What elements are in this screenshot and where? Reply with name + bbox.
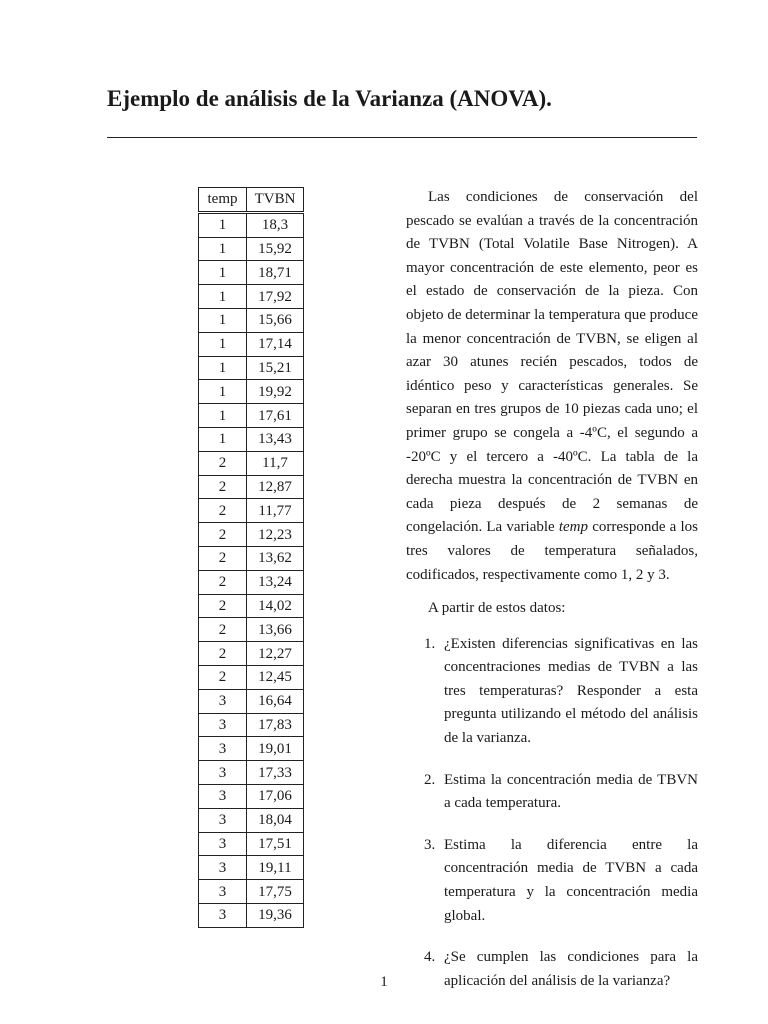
- table-row: [199, 903, 304, 927]
- cell-tvbn: 18,3: [247, 212, 304, 237]
- description-text: Las condiciones de conservación del pescado se evalúan a través de la concentración de TVBN (Total Volatile Base Nitrogen). A mayor concentración de este elemento, peor es el estado de conservación de la pieza. Con objeto de determinar la temperatura que produce la menor concentración de TVBN, se eligen al azar 30 atunes recién pescados, todos de idéntico peso y características generales. Se separan en tres grupos de 10 piezas cada uno; el primer grupo se congela a -4ºC, el segundo a -20ºC y el tercero a -40ºC. La tabla de la derecha muestra la concentración de TVBN en cada pieza después de 2 semanas de congelación. La variable: [406, 189, 698, 536]
- table-row: [199, 380, 304, 404]
- variable-name: temp: [558, 519, 589, 536]
- question-number: 4.: [424, 949, 436, 966]
- table-row: [199, 713, 304, 737]
- cell-temp: 2: [199, 665, 247, 689]
- cell-tvbn: 17,06: [247, 784, 304, 808]
- cell-temp: 2: [199, 451, 247, 475]
- table-row: [199, 523, 304, 547]
- table-row: [199, 546, 304, 570]
- table-row: [199, 570, 304, 594]
- cell-temp: 2: [199, 546, 247, 570]
- cell-tvbn: 12,23: [247, 523, 304, 547]
- title-divider: [107, 137, 697, 138]
- table-row: [199, 212, 304, 237]
- cell-temp: 3: [199, 784, 247, 808]
- cell-temp: 2: [199, 594, 247, 618]
- cell-temp: 3: [199, 713, 247, 737]
- cell-tvbn: 17,75: [247, 880, 304, 904]
- table-row: [199, 689, 304, 713]
- cell-tvbn: 18,04: [247, 808, 304, 832]
- cell-temp: 1: [199, 356, 247, 380]
- cell-tvbn: 17,51: [247, 832, 304, 856]
- cell-tvbn: 12,27: [247, 642, 304, 666]
- cell-temp: 2: [199, 570, 247, 594]
- table-header-row: [199, 188, 304, 213]
- cell-temp: 1: [199, 261, 247, 285]
- cell-tvbn: 17,61: [247, 404, 304, 428]
- table-row: [199, 665, 304, 689]
- question-text: Estima la concentración media de TBVN a cada temperatura.: [444, 771, 698, 812]
- cell-temp: 2: [199, 475, 247, 499]
- cell-temp: 2: [199, 523, 247, 547]
- table-row: [199, 856, 304, 880]
- question-text: Estima la diferencia entre la concentración media de TVBN a cada temperatura y la concentración media global.: [444, 836, 698, 924]
- cell-tvbn: 16,64: [247, 689, 304, 713]
- page-title: Ejemplo de análisis de la Varianza (ANOVA).: [107, 86, 552, 111]
- column-header-tvbn: TVBN: [247, 188, 304, 213]
- questions-intro: A partir de estos datos:: [428, 600, 566, 617]
- cell-temp: 1: [199, 332, 247, 356]
- cell-tvbn: 19,11: [247, 856, 304, 880]
- data-table: [198, 187, 304, 928]
- cell-tvbn: 17,14: [247, 332, 304, 356]
- cell-tvbn: 13,66: [247, 618, 304, 642]
- description-text-end: corresponde a los tres valores de temperatura señalados, codificados, respectivamente como 1, 2 y 3.: [406, 519, 699, 583]
- cell-temp: 3: [199, 856, 247, 880]
- cell-tvbn: 19,36: [247, 903, 304, 927]
- description-paragraph: [406, 186, 698, 587]
- table-row: [199, 761, 304, 785]
- table-row: [199, 808, 304, 832]
- table-row: [199, 499, 304, 523]
- table-row: [199, 642, 304, 666]
- problem-text: [406, 186, 698, 1011]
- question-item: [406, 834, 698, 928]
- table-row: [199, 832, 304, 856]
- column-header-temp: temp: [199, 188, 247, 213]
- cell-temp: 3: [199, 880, 247, 904]
- table-row: [199, 404, 304, 428]
- table-row: [199, 784, 304, 808]
- question-item: [406, 633, 698, 751]
- cell-temp: 2: [199, 642, 247, 666]
- table-row: [199, 451, 304, 475]
- cell-temp: 3: [199, 761, 247, 785]
- question-number: 1.: [424, 635, 436, 652]
- table-body: [199, 212, 304, 927]
- cell-tvbn: 13,24: [247, 570, 304, 594]
- cell-tvbn: 18,71: [247, 261, 304, 285]
- question-number: 3.: [424, 836, 436, 853]
- cell-temp: 1: [199, 212, 247, 237]
- table-row: [199, 880, 304, 904]
- table-row: [199, 475, 304, 499]
- cell-tvbn: 14,02: [247, 594, 304, 618]
- cell-tvbn: 12,87: [247, 475, 304, 499]
- cell-tvbn: 11,77: [247, 499, 304, 523]
- cell-temp: 1: [199, 285, 247, 309]
- cell-tvbn: 13,62: [247, 546, 304, 570]
- cell-temp: 1: [199, 404, 247, 428]
- table-row: [199, 427, 304, 451]
- question-item: [406, 769, 698, 816]
- cell-temp: 1: [199, 427, 247, 451]
- page-number: 1: [380, 974, 388, 990]
- cell-temp: 2: [199, 499, 247, 523]
- table-row: [199, 285, 304, 309]
- cell-tvbn: 11,7: [247, 451, 304, 475]
- cell-temp: 3: [199, 903, 247, 927]
- table-row: [199, 308, 304, 332]
- cell-tvbn: 15,66: [247, 308, 304, 332]
- cell-tvbn: 17,92: [247, 285, 304, 309]
- cell-temp: 1: [199, 308, 247, 332]
- table-row: [199, 261, 304, 285]
- cell-tvbn: 15,92: [247, 237, 304, 261]
- question-text: ¿Se cumplen las condiciones para la aplicación del análisis de la varianza?: [444, 949, 698, 989]
- cell-tvbn: 19,92: [247, 380, 304, 404]
- question-number: 2.: [424, 771, 436, 788]
- table-row: [199, 356, 304, 380]
- table-row: [199, 594, 304, 618]
- cell-temp: 3: [199, 737, 247, 761]
- cell-tvbn: 19,01: [247, 737, 304, 761]
- cell-temp: 2: [199, 618, 247, 642]
- table-row: [199, 237, 304, 261]
- cell-tvbn: 17,33: [247, 761, 304, 785]
- cell-tvbn: 12,45: [247, 665, 304, 689]
- cell-temp: 1: [199, 237, 247, 261]
- cell-temp: 3: [199, 689, 247, 713]
- cell-temp: 3: [199, 832, 247, 856]
- question-list: [406, 633, 698, 994]
- cell-tvbn: 13,43: [247, 427, 304, 451]
- table-row: [199, 332, 304, 356]
- cell-temp: 3: [199, 808, 247, 832]
- question-text: ¿Existen diferencias significativas en las concentraciones medias de TVBN a las tres temperaturas? Responder a esta pregunta utilizando el método del análisis de la varianza.: [444, 635, 698, 747]
- cell-tvbn: 15,21: [247, 356, 304, 380]
- table-row: [199, 618, 304, 642]
- cell-tvbn: 17,83: [247, 713, 304, 737]
- table-row: [199, 737, 304, 761]
- cell-temp: 1: [199, 380, 247, 404]
